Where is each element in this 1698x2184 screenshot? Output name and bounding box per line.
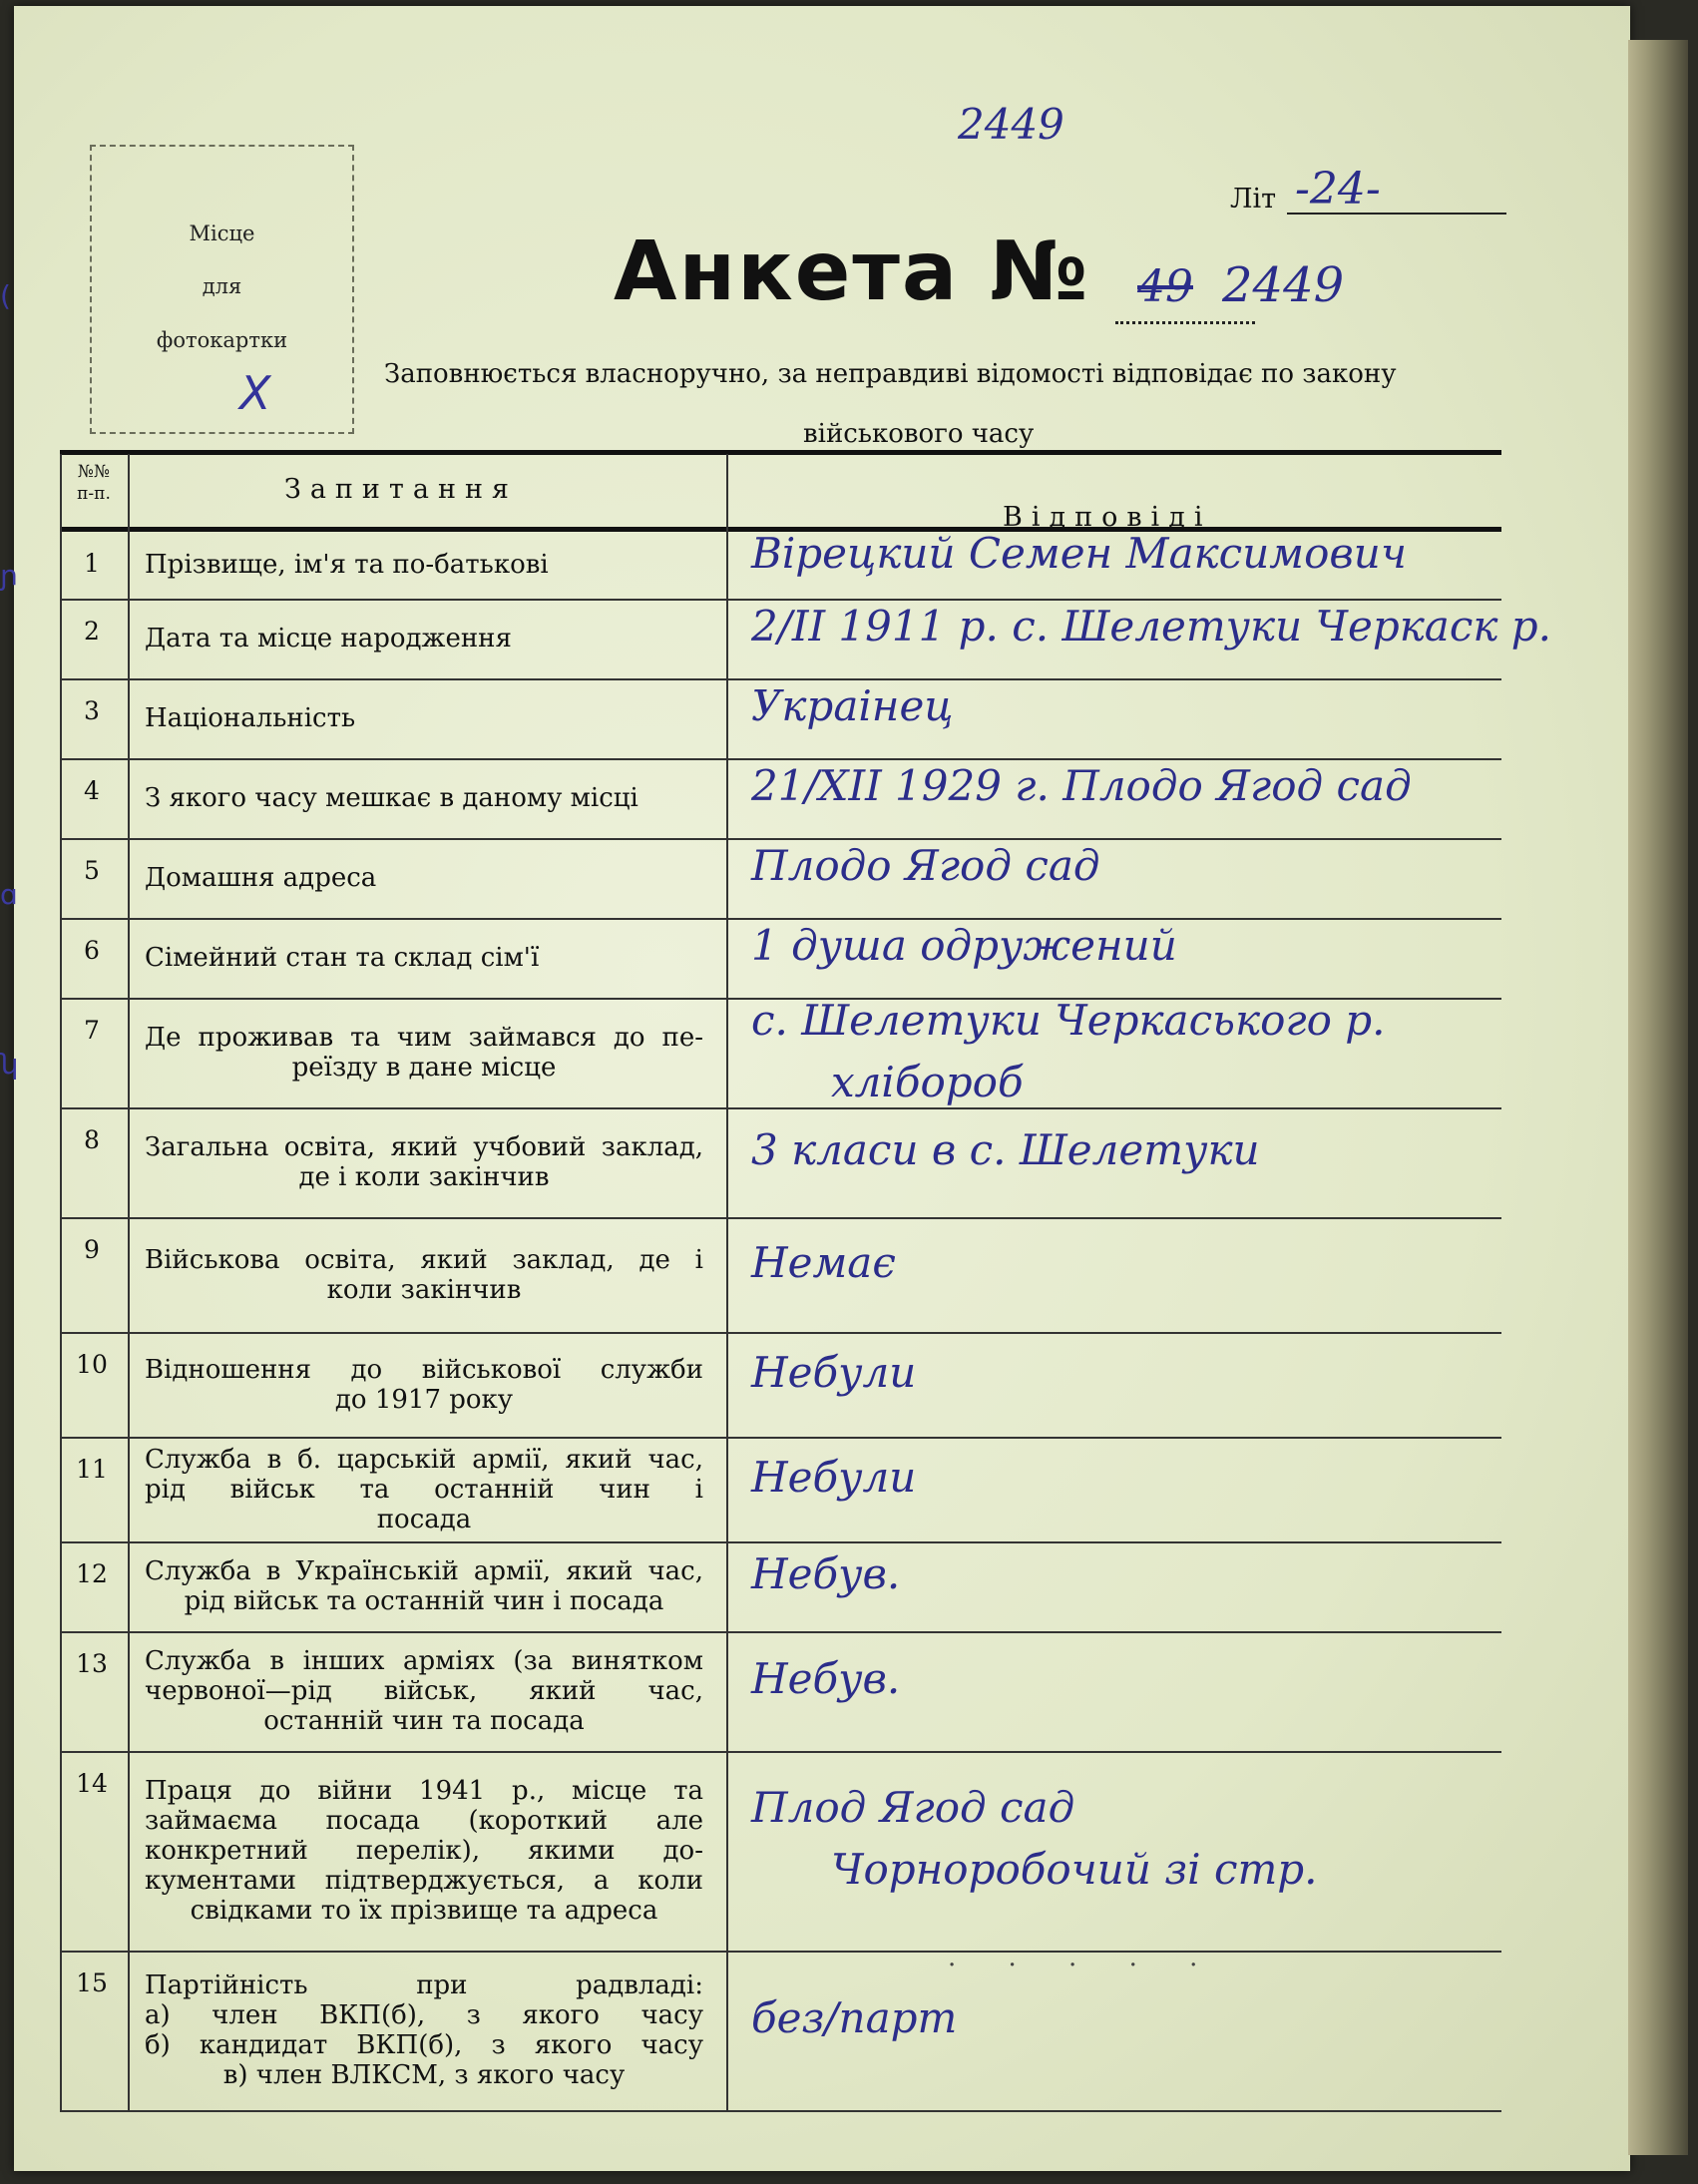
row-divider [60,1951,1501,1953]
row-question [145,1776,703,1926]
row-question [145,783,703,813]
row-divider [60,1541,1501,1543]
header-answers: Відповіді [1003,502,1212,533]
row-question [145,863,703,893]
row-question [145,1023,703,1083]
header-questions: Запитання [284,474,518,505]
row-question [145,1970,703,2090]
row-question-line: Служба в Українській армії, який час, [145,1556,703,1586]
row-divider [60,2110,1501,2112]
row-number: 8 [84,1125,100,1154]
row-question-line: б) кандидат ВКП(б), з якого часу [145,2030,703,2060]
form-number-struck: 49 [1137,261,1193,312]
row-question [145,1445,703,1534]
photo-placeholder-box [90,145,354,434]
row-answer-handwritten: Украінец [751,681,954,730]
row-question [145,1646,703,1736]
row-question-line: кументами підтверджується, а коли [145,1866,703,1896]
row-answer-handwritten: Плод Ягод сад [751,1783,1075,1832]
row-question-line: а) член ВКП(б), з якого часу [145,2000,703,2030]
row-answer-handwritten: хлібороб [831,1058,1024,1106]
form-title: Анкета № [614,224,1090,319]
table-top-rule [60,450,1501,455]
photo-box-mark: X [239,366,271,420]
row-answer-handwritten: Немає [751,1237,896,1287]
row-question-line: Партійність при радвладі: [145,1970,703,2000]
page-stack-edge [1628,40,1688,2155]
margin-mark: ɲ [0,559,19,592]
photo-box-line3: фотокартки [156,328,288,352]
lit-label: Літ [1230,184,1277,215]
row-question-line: останній чин та посада [263,1706,585,1736]
row-question-line: реїзду в дане місце [291,1053,557,1083]
row-divider [60,758,1501,760]
row-question [145,550,703,580]
page-number-handwritten: 2449 [958,100,1064,149]
row-divider [60,1217,1501,1219]
photo-box-line1: Місце [189,221,255,245]
form-number-dotted-line [1115,321,1255,324]
row-question-line: до 1917 року [334,1384,514,1415]
row-question-line: конкретний перелік), якими до- [145,1836,703,1866]
row-number: 5 [84,856,100,885]
row-question [145,1355,703,1415]
lit-value: -24- [1295,164,1381,215]
header-row-number [64,461,124,505]
row-question-line: коли закінчив [326,1274,522,1305]
row-answer-handwritten: 3 класи в с. Шелетуки [751,1125,1260,1174]
row-answer-handwritten: 1 душа одружений [751,921,1177,970]
row-question-line: посада [376,1505,472,1534]
stamp-dots: · · · · · [948,1951,1220,1980]
row-answer-handwritten: 21/XII 1929 г. Плодо Ягод сад [751,761,1412,810]
row-question-line: Служба в б. царській армії, який час, [145,1445,703,1475]
row-answer-handwritten: Небув. [751,1654,901,1703]
row-number: 14 [76,1769,108,1798]
row-question-line: Служба в інших арміях (за винятком [145,1646,703,1676]
row-question-line: Сімейний стан та склад сім'ї [145,943,540,973]
row-answer-handwritten: с. Шелетуки Черкаського р. [751,996,1386,1045]
row-question-line: Загальна освіта, який учбовий заклад, [145,1132,703,1162]
row-number: 3 [84,696,100,725]
row-question-line: Дата та місце народження [145,624,512,654]
row-divider [60,1107,1501,1109]
row-answer-handwritten: Вірецкий Семен Максимович [751,529,1407,578]
row-divider [60,918,1501,920]
form-number-value: 2449 [1222,257,1345,313]
number-column-divider [128,454,130,2110]
row-question [145,624,703,654]
row-divider [60,838,1501,840]
row-question-line: рід військ та останній чин і [145,1475,703,1505]
margin-mark: ɑ [0,878,18,911]
row-number: 12 [76,1559,108,1588]
row-number: 9 [84,1235,100,1264]
row-divider [60,1332,1501,1334]
row-question-line: Праця до війни 1941 р., місце та [145,1776,703,1806]
header-row-number-line: п-п. [77,484,111,504]
row-question-line: займаєма посада (короткий але [145,1806,703,1836]
row-answer-handwritten: Небув. [751,1549,901,1598]
row-divider [60,678,1501,680]
row-question-line: З якого часу мешкає в даному місці [145,783,638,813]
row-question-line: рід військ та останній чин і посада [184,1586,664,1616]
row-question-line: червоної—рід військ, який час, [145,1676,703,1706]
row-question [145,1245,703,1305]
row-question-line: Відношення до військової служби [145,1354,703,1385]
row-number: 6 [84,936,100,965]
row-number: 7 [84,1016,100,1045]
row-question-line: в) член ВЛКСМ, з якого часу [222,2060,626,2090]
row-divider [60,599,1501,601]
row-question-line: Домашня адреса [145,863,377,893]
row-question-line: Прізвище, ім'я та по-батькові [145,550,549,580]
row-question [145,943,703,973]
row-answer-handwritten: Небули [751,1452,917,1502]
row-question [145,703,703,733]
header-row-number-line: №№ [77,462,111,482]
row-divider [60,1751,1501,1753]
row-number: 10 [76,1350,108,1379]
photo-box-line2: для [202,274,242,298]
row-question-line: Національність [145,703,356,733]
row-question [145,1132,703,1192]
row-question-line: свідками то їх прізвище та адреса [190,1896,658,1926]
row-question-line: Військова освіта, який заклад, де і [145,1244,703,1275]
row-question-line: де і коли закінчив [298,1162,550,1192]
row-number: 13 [76,1649,108,1678]
row-answer-handwritten: 2/II 1911 р. с. Шелетуки Черкаск р. [751,602,1552,651]
row-number: 2 [84,617,100,646]
row-answer-handwritten: без/парт [751,1993,958,2042]
row-answer-handwritten: Небули [751,1347,917,1397]
row-answer-handwritten: Чорноробочий зі стр. [831,1845,1318,1894]
row-divider [60,1437,1501,1439]
answer-column-divider [726,454,728,2110]
row-number: 15 [76,1968,108,1997]
row-number: 1 [84,549,100,578]
form-instructions: Заповнюється власноручно, за неправдиві відомості відповідає по закону [384,359,1397,389]
table-left-border [60,454,62,2110]
row-number: 11 [76,1455,108,1484]
row-answer-handwritten: Плодо Ягод сад [751,841,1100,890]
margin-mark: ʮ [0,1048,19,1081]
margin-mark: ( [0,279,11,312]
row-question-line: Де проживав та чим займався до пе- [145,1023,703,1053]
row-question [145,1556,703,1616]
row-number: 4 [84,776,100,805]
row-divider [60,1631,1501,1633]
form-instructions-cont: військового часу [803,419,1035,449]
